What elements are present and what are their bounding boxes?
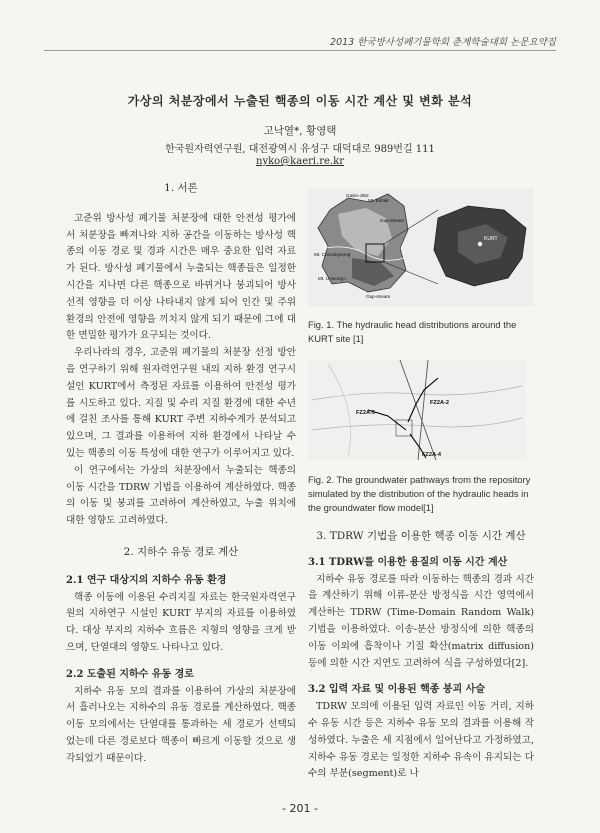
section-3-1-title: 3.1 TDRW를 이용한 용질의 이동 시간 계산 (308, 556, 508, 568)
paper-authors: 고낙열*, 황영택 (263, 125, 337, 137)
section-1-para-2: 우리나라의 경우, 고준위 폐기물의 처분장 선정 방안을 연구하기 위해 원자력연구원 내의 지하 환경 연구시설인 KURT에서 측정된 자료를 이용하여 안전성 평가를 시도하고 있다. 지질 및 수리 지질 환경에 대한 수년에 걸친 조사를 통해 KURT 주변 지하수계가 분석되고 있으며, 그 결과를 이용하여 지하 환경에서 나타날 수 있는 핵종의 이동 특성에 대한 연구가 이루어지고 있다. (66, 347, 296, 459)
label-fz2a-5: FZ2A-5 (356, 410, 375, 416)
section-1-para-1: 고준위 방사성 폐기물 처분장에 대한 안전성 평가에서 처분장을 빠져나와 지하 공간을 이동하는 방사성 핵종의 이동 경로 및 경과 시간은 매우 중요한 입력 자료가 된다. 방사성 폐기물에서 누출되는 핵종들은 일정한 시간을 지나면 다른 핵종으로 바뀌거나 붕괴되어 방사선적 영향을 더 이상 나타내지 않게 되어 인간 및 주위 환경의 안전에 영향을 끼치지 않게 되기 때문에 그에 대한 면밀한 평가가 요구되는 것이다. (66, 212, 296, 342)
label-mt-bohak: Mt. Bohak (368, 198, 389, 203)
section-2-1-title: 2.1 연구 대상지의 지하수 유동 환경 (66, 574, 227, 586)
page-number: - 201 - (282, 802, 318, 815)
figure-1 (308, 188, 534, 306)
figure-2-caption: Fig. 2. The groundwater pathways from the repository simulated by the distribution of the hydraulic heads in the groundwater flow model[1] (308, 474, 531, 513)
kurt-marker (478, 242, 482, 246)
figure-2 (308, 360, 526, 460)
figure-1-caption: Fig. 1. The hydraulic head distributions around the KURT site [1] (308, 319, 517, 344)
label-fz2a-4: FZ2A-4 (422, 452, 441, 458)
label-kurt: KURT (484, 236, 498, 242)
section-3-2-title: 3.2 입력 자료 및 이용된 핵종 붕괴 사슬 (308, 684, 486, 696)
section-3-title: 3. TDRW 기법을 이용한 핵종 이동 시간 계산 (316, 530, 526, 542)
figure-2-pathways (308, 360, 526, 460)
label-gap-stream: Gap-stream (380, 218, 405, 223)
paper-affiliation: 한국원자력연구원, 대전광역시 유성구 대덕대로 989번길 111 (165, 144, 435, 155)
section-3-2-para: TDRW 모의에 이용된 입력 자료인 이동 거리, 지하수 유동 시간 등은 지하수 유동 모의 결과를 이용해 작성하였다. 누출은 세 지점에서 일어난다고 가정하였고, 지하수 유동 경로는 일정한 지하수 유속이 유지되는 다수의 부분(segment)로 나 (308, 701, 534, 780)
label-mt-cheonbyeong: Mt. Cheonbyeong (314, 252, 351, 257)
label-gap-stream-2: Gap-stream (366, 294, 391, 299)
figure-1-maps (308, 188, 534, 306)
label-gasin: Gasin-JW2 (346, 193, 369, 198)
section-2-2-title: 2.2 도출된 지하수 유동 경로 (66, 668, 194, 680)
header-rule (44, 50, 556, 51)
section-2-1-para: 핵종 이동에 이용된 수리지질 자료는 한국원자력연구원의 지하연구 시설인 KURT 부지의 자료를 이용하였다. 대상 부지의 지하수 흐름은 지형의 영향을 크게 받으며, 단열대의 영향도 나타나고 있다. (66, 591, 296, 653)
section-2-title: 2. 지하수 유동 경로 계산 (123, 545, 239, 558)
label-mt-useong: Mt. U-seong-I (318, 276, 346, 281)
paper-title: 가상의 처분장에서 누출된 핵종의 이동 시간 계산 및 변화 분석 (127, 94, 473, 108)
section-1-para-3: 이 연구에서는 가상의 처분장에서 누출되는 핵종의 이동 시간을 TDRW 기법을 이용하여 계산하였다. 핵종의 이동 및 붕괴를 고려하여 계산하였고, 누출 위치에 대한 영향도 고려하였다. (66, 464, 296, 527)
section-3-1-para: 지하수 유동 경로를 따라 이동하는 핵종의 경과 시간을 계산하기 위해 이류-분산 방정식을 시간 영역에서 계산하는 TDRW (Time-Domain Random Walk) 기법을 이용하였다. 이송-분산 방정식에 의한 핵종의 이동 이외에 흡착이나 기질 확산(matrix diffusion) 등에 의한 시간 지연도 고려하여 식을 구성하였다[2]. (308, 573, 534, 669)
section-2-2-para: 지하수 유동 모의 결과를 이용하여 가상의 처분장에서 흘러나오는 지하수의 유동 경로를 계산하였다. 핵종 이동 모의에서는 단열대를 통과하는 세 경로가 선택되었는데 다른 경로보다 핵종이 빠르게 이동할 것으로 생각되었기 때문이다. (66, 685, 296, 764)
section-1-title: 1. 서론 (164, 182, 198, 194)
paper-email[interactable]: nyko@kaeri.re.kr (256, 156, 344, 167)
label-fz2a-2: FZ2A-2 (430, 400, 449, 406)
right-column (308, 528, 534, 783)
left-column (66, 180, 296, 768)
running-header: 2013 한국방사성폐기물학회 춘계학술대회 논문요약집 (330, 37, 556, 48)
